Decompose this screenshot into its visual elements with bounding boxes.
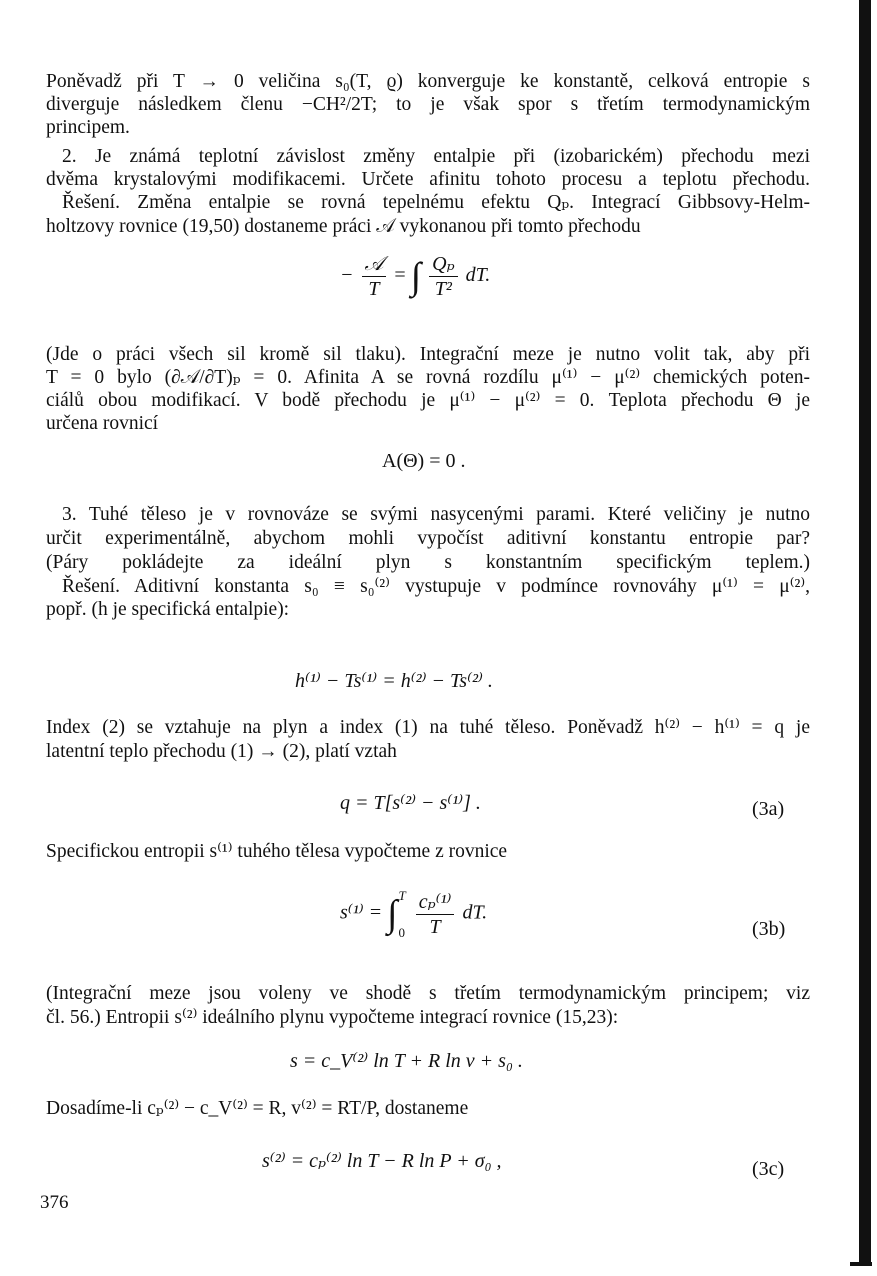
eq-num: Qₚ (429, 252, 457, 277)
equation-label: (3c) (752, 1158, 785, 1180)
text-line: ciálů obou modifikací. V bodě přechodu je μ⁽¹⁾ − μ⁽²⁾ = 0. Teplota přechodu Θ je (46, 390, 810, 411)
text-line: dvěma krystalovými modifikacemi. Určete afinitu tohoto procesu a teplotu přechodu. (46, 169, 810, 190)
text-line: Specifickou entropii s⁽¹⁾ tuhého tělesa vypočteme z rovnice (46, 841, 508, 862)
eq-tail: dT. (462, 901, 488, 924)
text-line: (Páry pokládejte za ideální plyn s konstantním specifickým teplem.) (46, 552, 810, 573)
text-line: (Jde o práci všech sil kromě sil tlaku). Integrační meze je nutno volit tak, aby při (46, 344, 810, 365)
text-line: latentní teplo přechodu (1) → (2), platí vztah (46, 741, 397, 762)
eq-num: 𝒜 (362, 252, 387, 277)
eq-den: T (368, 278, 380, 300)
eq-lhs: s⁽¹⁾ = (340, 901, 383, 924)
problem-3-heading: 3. Tuhé těleso je v rovnováze se svými nasycenými parami. Které veličiny je nutno (62, 504, 810, 525)
scan-edge (859, 0, 871, 1265)
solution-line: Řešení. Aditivní konstanta s₀ ≡ s₀⁽²⁾ vystupuje v podmínce rovnováhy μ⁽¹⁾ = μ⁽²⁾, (62, 576, 810, 597)
eq-tail: dT. (465, 264, 491, 287)
text-line: popř. (h je specifická entalpie): (46, 599, 290, 620)
scan-edge (850, 1262, 872, 1266)
page-number: 376 (40, 1192, 69, 1213)
equation-label: (3b) (752, 918, 786, 940)
eq-num: cₚ⁽¹⁾ (416, 890, 455, 915)
text-line: T = 0 bylo (∂𝒜/∂T)ₚ = 0. Afinita A se rovná rozdílu μ⁽¹⁾ − μ⁽²⁾ chemických poten- (46, 367, 810, 388)
text-line: diverguje následkem členu −CH²/2T; to je však spor s třetím termodynamickým (46, 94, 810, 115)
upper-limit: T (398, 888, 406, 903)
text-line: určit experimentálně, abychom mohli vypočíst aditivní konstantu entropie par? (46, 528, 810, 549)
text-line: Poněvadž při T → 0 veličina s₀(T, ϱ) konverguje ke konstantě, celková entropie s (46, 71, 810, 92)
equation-3b (340, 888, 487, 940)
problem-2-heading: 2. Je známá teplotní závislost změny entalpie při (izobarickém) přechodu mezi (62, 146, 810, 167)
equation-affinity (340, 252, 490, 301)
eq-den: T (429, 915, 441, 938)
text-line: Dosadíme-li cₚ⁽²⁾ − c_V⁽²⁾ = R, v⁽²⁾ = RT/P, dostaneme (46, 1098, 469, 1119)
equation-transition: A(Θ) = 0 . (382, 450, 466, 472)
lower-limit: 0 (398, 925, 406, 940)
text-line: Index (2) se vztahuje na plyn a index (1) na tuhé těleso. Poněvadž h⁽²⁾ − h⁽¹⁾ = q je (46, 717, 810, 738)
integral-limits (399, 888, 406, 940)
equation-label: (3a) (752, 798, 785, 820)
equation-3c: s⁽²⁾ = cₚ⁽²⁾ ln T − R ln P + σ₀ , (262, 1150, 502, 1172)
text-line: principem. (46, 117, 130, 138)
equation-ideal-gas: s = c_V⁽²⁾ ln T + R ln v + s₀ . (290, 1050, 523, 1072)
eq-sign: − (340, 264, 354, 287)
equation-3a: q = T[s⁽²⁾ − s⁽¹⁾] . (340, 792, 481, 814)
text-line: (Integrační meze jsou voleny ve shodě s třetím termodynamickým principem; viz (46, 983, 810, 1004)
solution-line: Řešení. Změna entalpie se rovná tepelnému efektu Qₚ. Integrací Gibbsovy-Helm- (62, 192, 810, 213)
integral-sign: ∫ (410, 255, 422, 298)
eq-den: T² (434, 278, 452, 300)
integral-sign: ∫ (387, 893, 398, 935)
text-line: čl. 56.) Entropii s⁽²⁾ ideálního plynu vypočteme integrací rovnice (15,23): (46, 1007, 619, 1028)
text-line: holtzovy rovnice (19,50) dostaneme práci 𝒜 vykonanou při tomto přechodu (46, 216, 641, 237)
text-line: určena rovnicí (46, 413, 159, 434)
eq-equals: = (394, 264, 406, 287)
equation-equilibrium: h⁽¹⁾ − Ts⁽¹⁾ = h⁽²⁾ − Ts⁽²⁾ . (295, 670, 493, 692)
